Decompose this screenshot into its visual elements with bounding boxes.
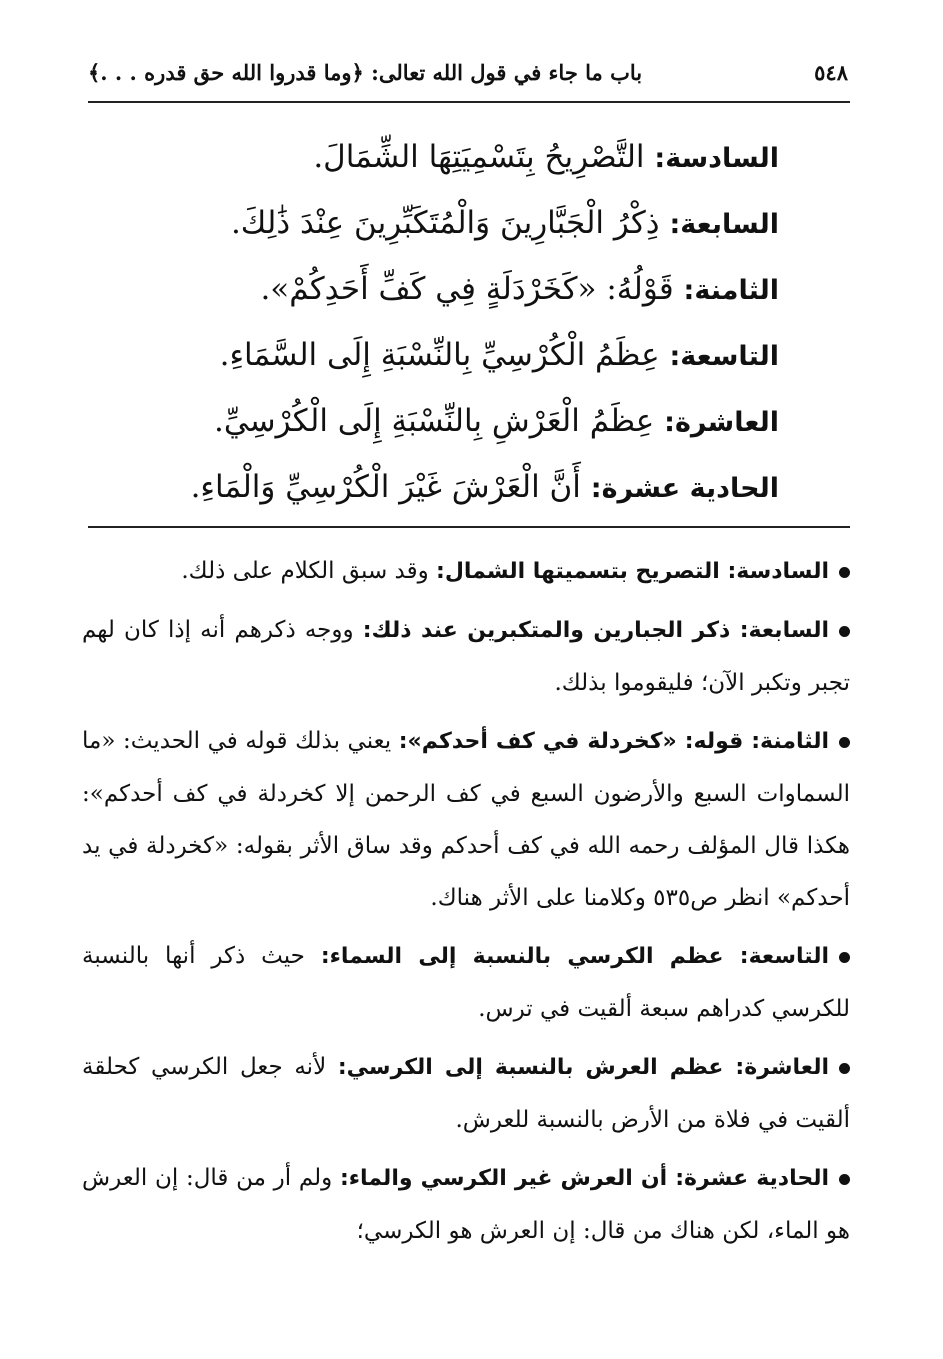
point-label: الثامنة: xyxy=(683,275,779,306)
point-item xyxy=(159,194,779,260)
bullet-icon xyxy=(839,626,850,637)
point-item xyxy=(159,128,779,194)
chapter-title: باب ما جاء في قول الله تعالى: ﴿وما قدروا الله حق قدره . . .﴾ xyxy=(88,59,643,85)
bullet-icon xyxy=(839,737,850,748)
commentary-label: التاسعة: عظم الكرسي بالنسبة إلى السماء: xyxy=(320,944,830,969)
points-list xyxy=(159,128,779,524)
point-label: العاشرة: xyxy=(664,407,779,438)
commentary-paragraph xyxy=(82,545,850,598)
bullet-icon xyxy=(839,952,850,963)
commentary-label: الثامنة: قوله: «كخردلة في كف أحدكم»: xyxy=(398,729,829,754)
bullet-icon xyxy=(839,1174,850,1185)
point-label: السادسة: xyxy=(654,143,779,174)
point-item xyxy=(159,458,779,524)
point-label: السابعة: xyxy=(669,209,779,240)
commentary-label: السادسة: التصريح بتسميتها الشمال: xyxy=(436,559,829,584)
point-text: ذِكْرُ الْجَبَّارِينَ وَالْمُتَكَبِّرِينَ عِنْدَ ذَٰلِكَ. xyxy=(230,205,660,241)
section-divider xyxy=(88,526,850,528)
commentary-label: الحادية عشرة: أن العرش غير الكرسي والماء: xyxy=(340,1166,829,1191)
commentary-paragraph xyxy=(82,1152,850,1257)
point-item xyxy=(159,326,779,392)
commentary-paragraph xyxy=(82,715,850,924)
page-number: ٥٤٨ xyxy=(814,59,848,85)
point-item xyxy=(159,392,779,458)
header-divider xyxy=(88,101,850,103)
commentary-text: ولم أر من قال: إن العرش هو الماء، لكن هناك من قال: إن العرش هو الكرسي؛ xyxy=(82,1165,850,1244)
point-text: عِظَمُ الْكُرْسِيِّ بِالنِّسْبَةِ إِلَى السَّمَاءِ. xyxy=(219,337,660,373)
commentary-text: لأنه جعل الكرسي كحلقة ألقيت في فلاة من الأرض بالنسبة للعرش. xyxy=(82,1054,850,1133)
commentary-label: العاشرة: عظم العرش بالنسبة إلى الكرسي: xyxy=(337,1055,830,1080)
point-text: أَنَّ الْعَرْشَ غَيْرَ الْكُرْسِيِّ وَالْمَاءِ. xyxy=(190,469,581,505)
commentary-paragraph xyxy=(82,930,850,1035)
page-header xyxy=(88,54,848,90)
point-item xyxy=(159,260,779,326)
commentary-text: حيث ذكر أنها بالنسبة للكرسي كدراهم سبعة ألقيت في ترس. xyxy=(82,943,850,1022)
bullet-icon xyxy=(839,1063,850,1074)
commentary-paragraph xyxy=(82,1041,850,1146)
point-label: الحادية عشرة: xyxy=(590,473,779,504)
point-text: قَوْلُهُ: «كَخَرْدَلَةٍ فِي كَفِّ أَحَدِكُمْ». xyxy=(260,271,674,307)
point-text: عِظَمُ الْعَرْشِ بِالنِّسْبَةِ إِلَى الْكُرْسِيِّ. xyxy=(213,403,655,439)
commentary-label: السابعة: ذكر الجبارين والمتكبرين عند ذلك: xyxy=(362,618,830,643)
commentary-text: وقد سبق الكلام على ذلك. xyxy=(181,558,429,584)
bullet-icon xyxy=(839,567,850,578)
commentary-text: يعني بذلك قوله في الحديث: «ما السماوات السبع والأرضون السبع في كف الرحمن إلا كخردلة في كف أحدكم»: هكذا قال المؤلف رحمه الله في كف أحدكم وقد ساق الأثر بقوله: «كخردلة في يد أحدكم» انظر ص٥٣٥ وكلامنا على الأثر هناك. xyxy=(82,728,851,911)
point-text: التَّصْرِيحُ بِتَسْمِيَتِهَا الشِّمَالَ. xyxy=(313,139,645,175)
commentary xyxy=(82,545,850,1263)
commentary-paragraph xyxy=(82,604,850,709)
commentary-text: ووجه ذكرهم أنه إذا كان لهم تجبر وتكبر الآن؛ فليقوموا بذلك. xyxy=(82,617,850,696)
point-label: التاسعة: xyxy=(669,341,779,372)
